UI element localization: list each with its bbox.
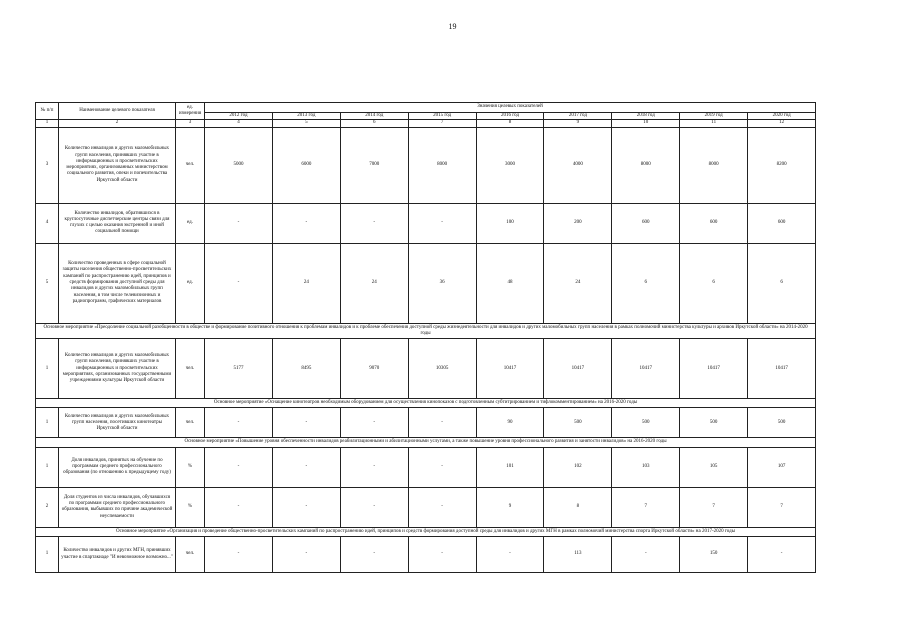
column-number: 10 <box>612 120 680 127</box>
section-title: Основное мероприятие «Преодоление социальной разобщенности в обществе и формирование позитивного отношения к проблемам инвалидов и к проблеме обеспечения доступной среды жизнедеятельности для инвалидов и других маломобильных групп населения в рамках полномочий министерства культуры и архивов Иркутской области» на 2014-2020 годы <box>36 323 816 339</box>
header-year: 2018 год <box>612 113 680 120</box>
value-cell: - <box>340 447 408 487</box>
row-number: 1 <box>36 447 59 487</box>
value-cell: - <box>272 203 340 243</box>
value-cell: 9 <box>476 487 544 527</box>
value-cell: - <box>612 537 680 573</box>
column-number: 3 <box>176 120 205 127</box>
section-row <box>36 527 816 536</box>
column-number: 2 <box>59 120 176 127</box>
unit: чел. <box>176 339 205 399</box>
header-unit: ед. измерения <box>176 103 205 120</box>
unit: % <box>176 447 205 487</box>
value-cell: - <box>408 447 476 487</box>
row-number: 5 <box>36 243 59 323</box>
header-year: 2013 год <box>272 113 340 120</box>
value-cell: 7 <box>680 487 748 527</box>
table-row <box>36 339 816 399</box>
row-number: 4 <box>36 203 59 243</box>
table-row <box>36 408 816 438</box>
value-cell: 500 <box>680 408 748 438</box>
table-row <box>36 537 816 573</box>
row-number: 2 <box>36 487 59 527</box>
row-number: 1 <box>36 339 59 399</box>
indicator-name: Количество инвалидов и других МГН, принявших участие в спартакиаде "И невозможное возможно..." <box>59 537 176 573</box>
column-number-row <box>36 120 816 127</box>
column-number: 9 <box>544 120 612 127</box>
unit: ед. <box>176 243 205 323</box>
value-cell: 500 <box>612 408 680 438</box>
header-year: 2014 год <box>340 113 408 120</box>
unit: чел. <box>176 537 205 573</box>
value-cell: - <box>205 487 273 527</box>
value-cell: 7000 <box>340 127 408 203</box>
value-cell: 5177 <box>205 339 273 399</box>
value-cell: - <box>205 408 273 438</box>
value-cell: 6 <box>612 243 680 323</box>
value-cell: 600 <box>680 203 748 243</box>
value-cell: 8000 <box>408 127 476 203</box>
value-cell: - <box>205 537 273 573</box>
row-number: 1 <box>36 408 59 438</box>
indicator-name: Доля студентов из числа инвалидов, обучавшихся по программам среднего профессионального образования, выбывших по причине академической неуспеваемости <box>59 487 176 527</box>
value-cell: 500 <box>748 408 816 438</box>
value-cell: 102 <box>544 447 612 487</box>
value-cell: 24 <box>272 243 340 323</box>
value-cell: 24 <box>340 243 408 323</box>
value-cell: 36 <box>408 243 476 323</box>
section-row <box>36 323 816 339</box>
value-cell: 6 <box>680 243 748 323</box>
value-cell: 24 <box>544 243 612 323</box>
column-number: 12 <box>748 120 816 127</box>
column-number: 5 <box>272 120 340 127</box>
table-row <box>36 487 816 527</box>
indicators-table <box>35 102 816 573</box>
header-year: 2020 год <box>748 113 816 120</box>
column-number: 11 <box>680 120 748 127</box>
value-cell: 7 <box>612 487 680 527</box>
value-cell: 107 <box>748 447 816 487</box>
section-row <box>36 399 816 408</box>
value-cell: - <box>205 243 273 323</box>
page-number: 19 <box>448 22 457 31</box>
value-cell: 10417 <box>476 339 544 399</box>
value-cell: 113 <box>544 537 612 573</box>
value-cell: 3000 <box>476 127 544 203</box>
column-number: 4 <box>205 120 273 127</box>
value-cell: 10305 <box>408 339 476 399</box>
table-row <box>36 243 816 323</box>
value-cell: - <box>272 537 340 573</box>
value-cell: 8200 <box>748 127 816 203</box>
value-cell: - <box>340 537 408 573</box>
value-cell: - <box>272 447 340 487</box>
value-cell: 8000 <box>680 127 748 203</box>
unit: чел. <box>176 127 205 203</box>
value-cell: - <box>340 408 408 438</box>
column-number: 7 <box>408 120 476 127</box>
value-cell: 10417 <box>748 339 816 399</box>
value-cell: - <box>272 487 340 527</box>
column-number: 6 <box>340 120 408 127</box>
header-num: № п/п <box>36 103 59 120</box>
unit: ед. <box>176 203 205 243</box>
value-cell: 100 <box>476 203 544 243</box>
indicator-name: Количество инвалидов, обратившихся в круглосуточные диспетчерские центры связи для глухих с целью оказания экстренной и иной социальной помощи <box>59 203 176 243</box>
value-cell: 10417 <box>680 339 748 399</box>
value-cell: 8 <box>544 487 612 527</box>
value-cell: 500 <box>544 408 612 438</box>
section-title: Основное мероприятие «Организация и проведение общественно-просветительских кампаний по распространению идей, принципов и средств формирования доступной среды для инвалидов и других МГН в рамках полномочий министерства спорта Иркутской области» на 2017-2020 годы <box>36 527 816 536</box>
value-cell: 150 <box>680 537 748 573</box>
value-cell: 48 <box>476 243 544 323</box>
value-cell: 8000 <box>612 127 680 203</box>
value-cell: 200 <box>544 203 612 243</box>
value-cell: 90 <box>476 408 544 438</box>
unit: чел. <box>176 408 205 438</box>
value-cell: 103 <box>612 447 680 487</box>
row-number: 3 <box>36 127 59 203</box>
header-year: 2019 год <box>680 113 748 120</box>
value-cell: - <box>408 487 476 527</box>
unit: % <box>176 487 205 527</box>
value-cell: 101 <box>476 447 544 487</box>
table-row <box>36 447 816 487</box>
column-number: 8 <box>476 120 544 127</box>
header-year: 2012 год <box>205 113 273 120</box>
indicator-name: Количество инвалидов и других маломобильных групп населения, принявших участие в информационных и просветительских мероприятиях, организованных министерством социального развития, опеки и попечительства Иркутской области <box>59 127 176 203</box>
value-cell: - <box>408 408 476 438</box>
value-cell: 4000 <box>544 127 612 203</box>
header-values: Значения целевых показателей <box>205 103 816 113</box>
value-cell: - <box>408 537 476 573</box>
value-cell: 105 <box>680 447 748 487</box>
value-cell: 600 <box>748 203 816 243</box>
column-number: 1 <box>36 120 59 127</box>
value-cell: 9070 <box>340 339 408 399</box>
value-cell: - <box>205 447 273 487</box>
section-title: Основное мероприятие «Оснащение кинотеатров необходимым оборудованием для осуществления кинопоказов с подготовленным субтитрированием и тифлокомментированием» на 2016-2020 годы <box>36 399 816 408</box>
row-number: 1 <box>36 537 59 573</box>
value-cell: - <box>340 487 408 527</box>
value-cell: - <box>340 203 408 243</box>
value-cell: - <box>272 408 340 438</box>
value-cell: - <box>205 203 273 243</box>
table-row <box>36 127 816 203</box>
value-cell: 7 <box>748 487 816 527</box>
section-title: Основное мероприятие «Повышение уровня обеспеченности инвалидов реабилитационными и абилитационными услугами, а также повышение уровня профессионального развития и занятости инвалидов» на 2016-2020 годы <box>36 438 816 447</box>
indicator-name: Количество инвалидов и других маломобильных групп населения, посетивших кинотеатры Иркутской области <box>59 408 176 438</box>
value-cell: 600 <box>612 203 680 243</box>
value-cell: 10417 <box>544 339 612 399</box>
value-cell: 6000 <box>272 127 340 203</box>
value-cell: 6 <box>748 243 816 323</box>
indicator-name: Количество инвалидов и других маломобильных групп населения, принявших участие в информационных и просветительских мероприятиях, организованных государственными учреждениями культуры Иркутской области <box>59 339 176 399</box>
indicator-name: Доля инвалидов, принятых на обучение по программам среднего профессионального образования (по отношению к предыдущему году) <box>59 447 176 487</box>
value-cell: 8495 <box>272 339 340 399</box>
value-cell: 10417 <box>612 339 680 399</box>
section-row <box>36 438 816 447</box>
value-cell: - <box>408 203 476 243</box>
header-year: 2015 год <box>408 113 476 120</box>
header-name: Наименование целевого показателя <box>59 103 176 120</box>
value-cell: - <box>476 537 544 573</box>
header-year: 2016 год <box>476 113 544 120</box>
table-row <box>36 203 816 243</box>
value-cell: 5000 <box>205 127 273 203</box>
header-year: 2017 год <box>544 113 612 120</box>
value-cell: - <box>748 537 816 573</box>
indicator-name: Количество проведенных в сфере социальной защиты населения общественно-просветительских кампаний по распространению идей, принципов и средств формирования доступной среды для инвалидов и других маломобильных групп населения, в том числе телевизионных и радиопрограмм, графических материалов <box>59 243 176 323</box>
